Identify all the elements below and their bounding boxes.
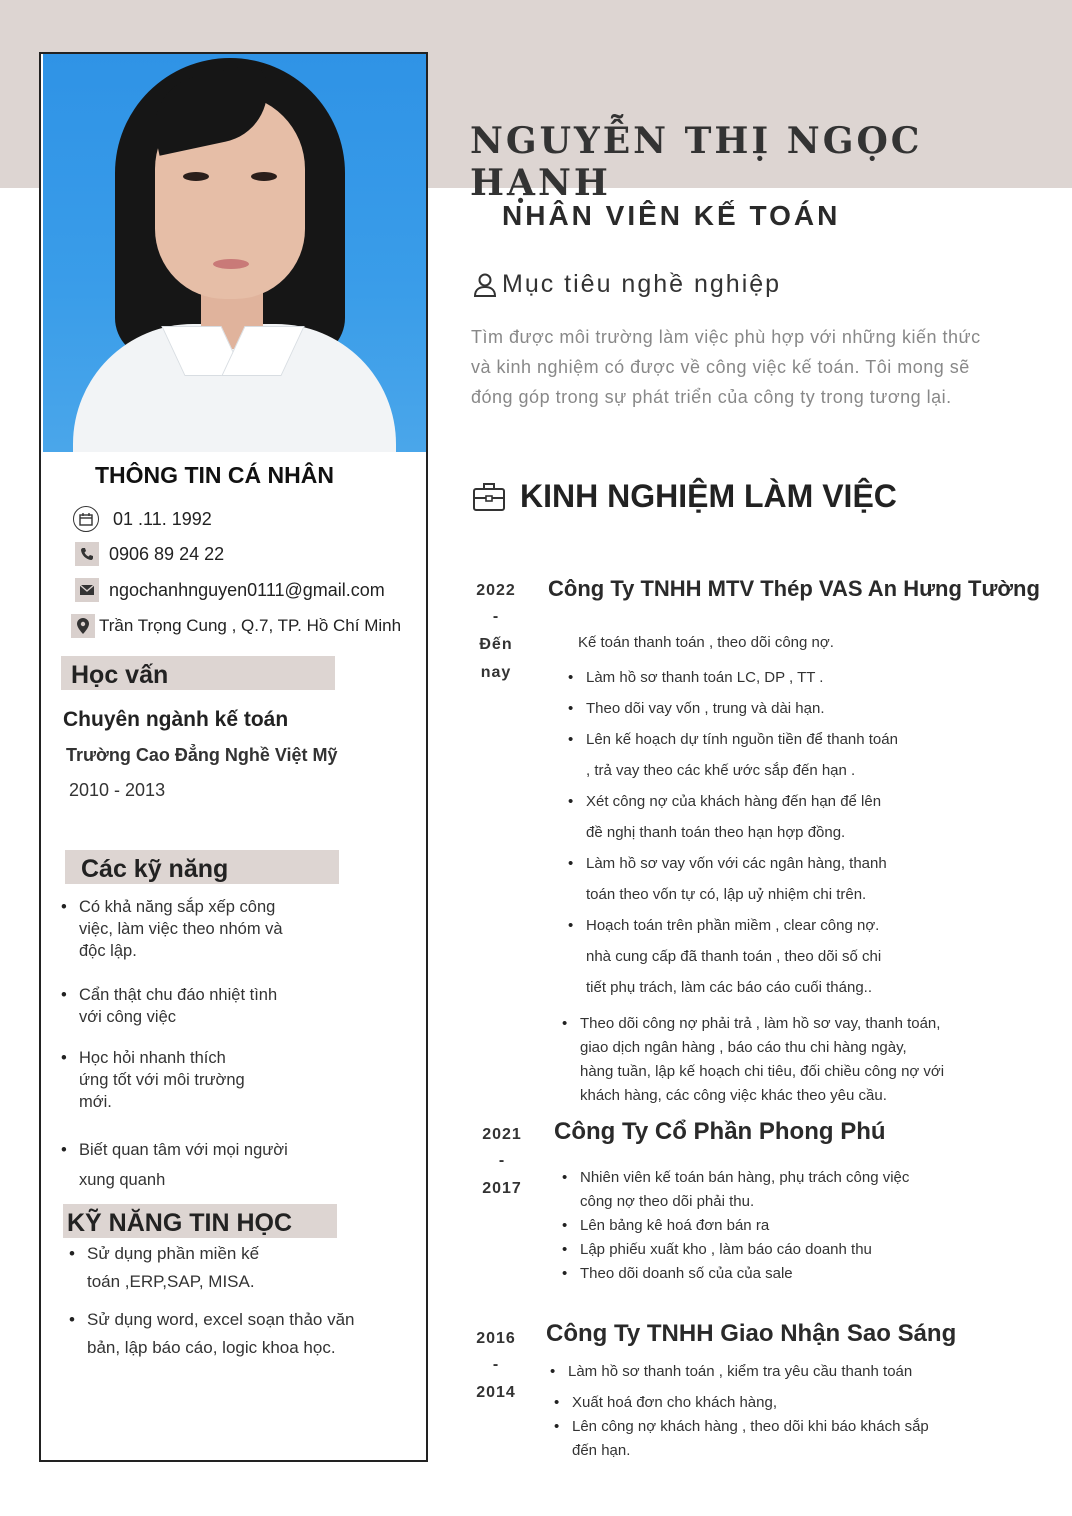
job-1-year-to: Đến — [479, 636, 513, 653]
birthday-value: 01 .11. 1992 — [113, 508, 212, 529]
list-item: • Theo dõi vay vốn , trung và dài hạn. — [566, 693, 966, 724]
address-value: Trần Trọng Cung , Q.7, TP. Hồ Chí Minh — [99, 616, 402, 635]
experience-heading-text: KINH NGHIỆM LÀM VIỆC — [520, 478, 897, 514]
list-item: • Sử dụng phần miền kế toán ,ERP,SAP, MISA. — [69, 1240, 419, 1296]
list-item: • Làm hồ sơ vay vốn với các ngân hàng, thanh toán theo vốn tự có, lập uỷ nhiệm chi trên. — [566, 848, 966, 910]
person-name: NGUYỄN THỊ NGỌC HẠNH — [470, 120, 923, 204]
list-item: • Theo dõi doanh số của của sale — [560, 1262, 980, 1286]
education-years: 2010 - 2013 — [69, 780, 166, 800]
job-1-company: Công Ty TNHH MTV Thép VAS An Hưng Tường — [548, 576, 1040, 601]
list-item: • Lập phiếu xuất kho , làm báo cáo doanh thu — [560, 1238, 980, 1262]
job-2-dash: - — [498, 1152, 506, 1169]
it-skills-list — [69, 1240, 419, 1362]
job-2-year-to: 2017 — [482, 1180, 522, 1197]
list-item: • Làm hồ sơ thanh toán , kiểm tra yêu cầu thanh toán — [548, 1360, 988, 1384]
job-3-year-to: 2014 — [476, 1384, 516, 1401]
job-1-intro: Kế toán thanh toán , theo dõi công nợ. — [578, 634, 834, 651]
birthday-row — [73, 506, 212, 532]
job-2-duties — [560, 1166, 980, 1286]
job-1-dash: - — [492, 608, 500, 625]
skills-list — [61, 896, 401, 1195]
phone-row — [75, 542, 224, 566]
education-school: Trường Cao Đẳng Nghề Việt Mỹ — [66, 745, 338, 765]
email-value[interactable]: ngochanhnguyen0111@gmail.com — [109, 579, 385, 600]
list-item: • Học hỏi nhanh thích ứng tốt với môi trường mới. — [61, 1047, 401, 1113]
objective-text: Tìm được môi trường làm việc phù hợp với những kiến thức và kinh nghiệm có được về công việc kế toán. Tôi mong sẽ đóng góp trong sự phát triển của công ty trong tương lại. — [471, 327, 981, 407]
education-major: Chuyên ngành kế toán — [63, 708, 289, 731]
job-2-year-from: 2021 — [482, 1126, 522, 1143]
list-item: • Lên kế hoạch dự tính nguồn tiền để thanh toán , trả vay theo các khế ước sắp đến hạn . — [566, 724, 966, 786]
profile-photo — [43, 54, 426, 452]
job-3-dash: - — [492, 1356, 500, 1373]
list-item: • Lên bảng kê hoá đơn bán ra — [560, 1214, 980, 1238]
skills-heading: Các kỹ năng — [65, 850, 339, 884]
list-item: • Nhiên viên kế toán bán hàng, phụ trách công việc công nợ theo dõi phải thu. — [560, 1166, 980, 1214]
list-item: • Xuất hoá đơn cho khách hàng, — [552, 1391, 988, 1415]
job-3-year-from: 2016 — [476, 1330, 516, 1347]
it-skills-heading: KỸ NĂNG TIN HỌC — [63, 1204, 337, 1238]
briefcase-icon — [472, 482, 506, 512]
education-heading: Học vấn — [61, 656, 335, 690]
list-item: • Theo dõi công nợ phải trả , làm hồ sơ vay, thanh toán, giao dịch ngân hàng , báo cáo thu chi hàng ngày, hàng tuần, lập kế hoạch chi tiêu, đối chiều công nợ với khách hàng, các công việc khác theo yêu cầu. — [560, 1012, 1000, 1108]
list-item: • Có khả năng sắp xếp công việc, làm việc theo nhóm và độc lập. — [61, 896, 401, 962]
email-row — [75, 578, 385, 602]
list-item: • Hoạch toán trên phần miềm , clear công nợ. nhà cung cấp đã thanh toán , theo dõi số chi tiết phụ trách, làm các báo cáo cuối tháng.. — [566, 910, 966, 1003]
job-1-duties — [566, 662, 966, 1003]
list-item: • Lên công nợ khách hàng , theo dõi khi báo khách sắp đến hạn. — [552, 1415, 988, 1463]
job-1-year-from: 2022 — [476, 582, 516, 599]
phone-icon — [75, 542, 99, 566]
location-pin-icon — [71, 614, 95, 638]
personal-info-heading: THÔNG TIN CÁ NHÂN — [95, 462, 334, 488]
list-item: • Xét công nợ của khách hàng đến hạn để lên đề nghị thanh toán theo hạn hợp đồng. — [566, 786, 966, 848]
objective-heading-text: Mục tiêu nghề nghiệp — [502, 270, 782, 298]
user-icon — [472, 272, 498, 298]
address-row — [71, 614, 401, 638]
objective-heading — [472, 270, 781, 299]
experience-heading — [472, 478, 897, 515]
list-item: • Sử dụng word, excel soạn thảo văn bản, lập báo cáo, logic khoa học. — [69, 1306, 419, 1362]
job-2-company: Công Ty Cổ Phần Phong Phú — [554, 1118, 886, 1145]
list-item: • Cẩn thật chu đáo nhiệt tình với công việc — [61, 984, 401, 1028]
job-3-duties — [548, 1360, 988, 1463]
job-1-extra — [560, 1012, 1000, 1108]
phone-value[interactable]: 0906 89 24 22 — [109, 543, 225, 564]
left-column — [39, 52, 428, 1462]
job-title: NHÂN VIÊN KẾ TOÁN — [502, 200, 841, 231]
mail-icon — [75, 578, 99, 602]
job-3-company: Công Ty TNHH Giao Nhận Sao Sáng — [546, 1320, 957, 1347]
list-item: • Làm hồ sơ thanh toán LC, DP , TT . — [566, 662, 966, 693]
job-1-year-to-2: nay — [480, 664, 512, 681]
calendar-icon — [73, 506, 99, 532]
list-item: • Biết quan tâm với mọi người xung quanh — [61, 1135, 401, 1195]
